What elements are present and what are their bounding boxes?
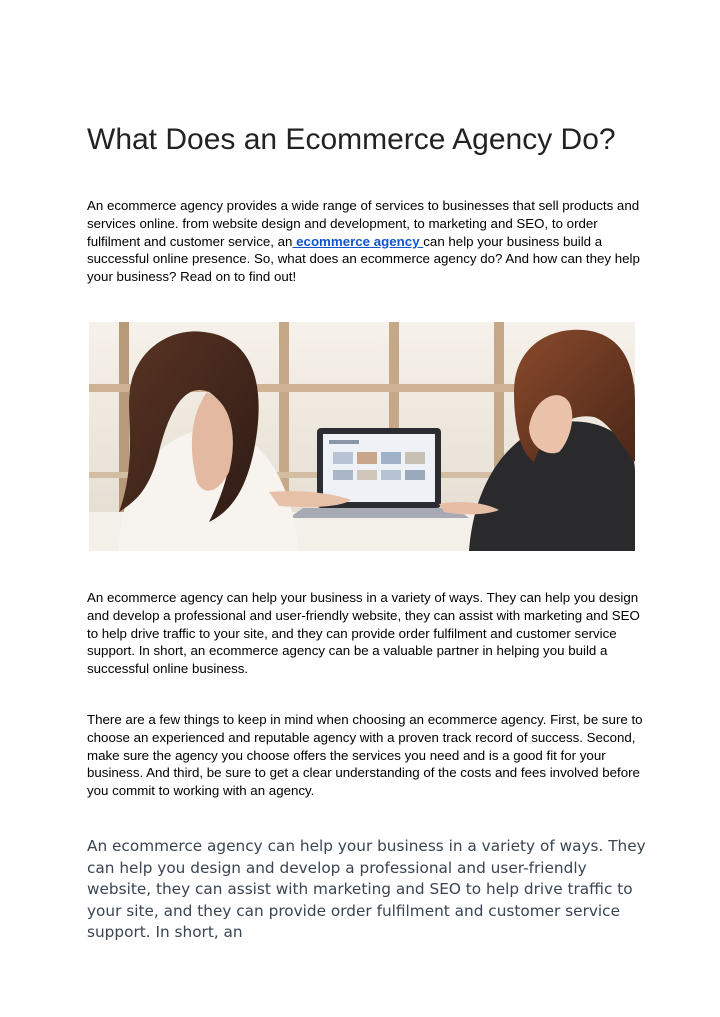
page-title: What Does an Ecommerce Agency Do? <box>87 123 616 156</box>
paragraph-services: An ecommerce agency can help your business in a variety of ways. They can help you design and develop a professional and user-friendly website, they can assist with marketing and SEO to help drive traffic to your site, and they can provide order fulfilment and customer service support. In short, an ecommerce agency can be a valuable partner in helping you build a successful online business. <box>87 590 640 677</box>
article-photo <box>89 322 635 551</box>
photo-two-women-laptop-icon <box>89 322 635 551</box>
ecommerce-agency-link[interactable]: ecommerce agency <box>292 233 424 249</box>
intro-text-after-link: can help your business build a successful online presence. So, what does an ecommerce agency do? And how can they help your business? Read on to find out! <box>87 233 640 285</box>
paragraph-services-repeat: An ecommerce agency can help your business in a variety of ways. They can help you design and develop a professional and user-friendly website, they can assist with marketing and SEO to help drive traffic to your site, and they can provide order fulfilment and customer service support. In short, an <box>87 837 646 941</box>
intro-text-before-link: An ecommerce agency provides a wide range of services to businesses that sell products and services online. from website design and development, to marketing and SEO, to order fulfilment and customer service, an <box>87 198 640 249</box>
paragraph-choosing-agency: There are a few things to keep in mind when choosing an ecommerce agency. First, be sure to choose an experienced and reputable agency with a proven track record of success. Second, make sure the agency you choose offers the services you need and is a good fit for your business. And third, be sure to get a clear understanding of the costs and fees involved before you commit to working with an agency. <box>87 712 643 799</box>
intro-paragraph <box>87 197 647 286</box>
